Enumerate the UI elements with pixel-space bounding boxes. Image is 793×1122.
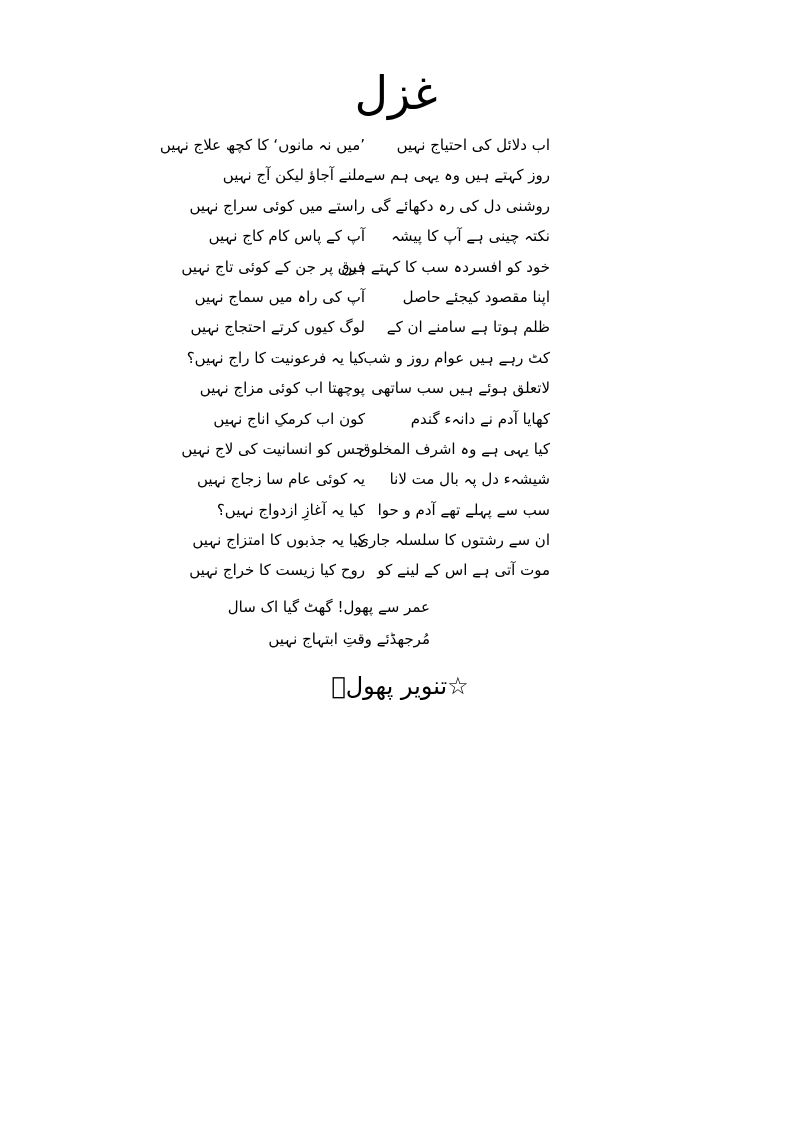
couplet [200, 404, 560, 434]
couplet [192, 525, 560, 555]
poet-signature: ☆تنویر پھولؔ [331, 672, 469, 700]
second-line: آپ کی راہ میں سماج نہیں [194, 287, 365, 306]
second-line: فرق پر جن کے کوئی تاج نہیں [181, 257, 365, 276]
poem-couplets [159, 130, 560, 586]
first-line: کٹ رہے ہیں عوام روز و شب [363, 348, 550, 367]
first-line: شیشہء دل پہ بال مت لانا [389, 470, 550, 489]
couplet [197, 464, 560, 494]
second-line: ملنے آجاؤ لیکن آج نہیں [222, 166, 365, 185]
first-line: سب سے پہلے تھے آدم و حوا [377, 500, 550, 519]
first-line: روشنی دل کی رہ دکھائے گی [370, 196, 550, 215]
couplet [200, 221, 560, 251]
second-line: لوگ کیوں کرتے احتجاج نہیں [190, 318, 365, 337]
couplet [189, 191, 560, 221]
first-line: لاتعلق ہوئے ہیں سب ساتھی [371, 379, 550, 398]
couplet [200, 373, 560, 403]
second-line: یہ کوئی عام سا زجاج نہیں [197, 470, 365, 489]
second-line: ’میں نہ مانوں‘ کا کچھ علاج نہیں [159, 136, 365, 154]
couplet [181, 252, 560, 282]
second-line: کیا یہ فرعونیت کا راج نہیں؟ [186, 348, 365, 367]
couplet [190, 312, 560, 342]
first-line: موت آتی ہے اس کے لینے کو [377, 561, 550, 580]
second-line: راستے میں کوئی سراج نہیں [189, 196, 365, 215]
second-line: کون اب کرمکِ اناج نہیں [213, 409, 365, 428]
second-line: جس کو انسانیت کی لاج نہیں [181, 439, 365, 458]
second-line: کیا یہ آغازِ ازدواج نہیں؟ [216, 500, 365, 519]
first-line: روز کہتے ہیں وہ یہی ہم سے [364, 166, 550, 185]
couplet [194, 282, 560, 312]
first-line: خود کو افسردہ سب کا کہتے ہیں [341, 257, 550, 276]
couplet [189, 555, 560, 585]
first-line: اب دلائل کی احتیاج نہیں [396, 136, 550, 154]
first-line: نکتہ چینی ہے آپ کا پیشہ [391, 227, 550, 246]
first-line: کیا یہی ہے وہ اشرف المخلوق [358, 439, 550, 458]
first-line: اپنا مقصود کیجئے حاصل [402, 287, 550, 306]
couplet [200, 495, 560, 525]
first-line: کھایا آدم نے دانہء گندم [410, 409, 550, 428]
couplet [181, 434, 560, 464]
poem-title: غزل [354, 66, 438, 120]
couplet [159, 130, 560, 160]
first-line: ان سے رشتوں کا سلسلہ جاری [357, 531, 550, 550]
second-line: روح کیا زیست کا خراج نہیں [189, 561, 365, 580]
couplet [200, 160, 560, 190]
first-line: ظلم ہوتا ہے سامنے ان کے [386, 318, 550, 337]
second-line: پوچھتا اب کوئی مزاج نہیں [199, 379, 365, 398]
closing-second-line: مُرجھڈئے وقتِ ابتہاج نہیں [268, 630, 430, 648]
second-line: کیا یہ جذبوں کا امتزاج نہیں [192, 531, 365, 550]
couplet [186, 343, 560, 373]
second-line: آپ کے پاس کام کاج نہیں [208, 227, 365, 246]
closing-first-line: عمر سے پھول! گھٹ گیا اک سال [227, 598, 430, 616]
